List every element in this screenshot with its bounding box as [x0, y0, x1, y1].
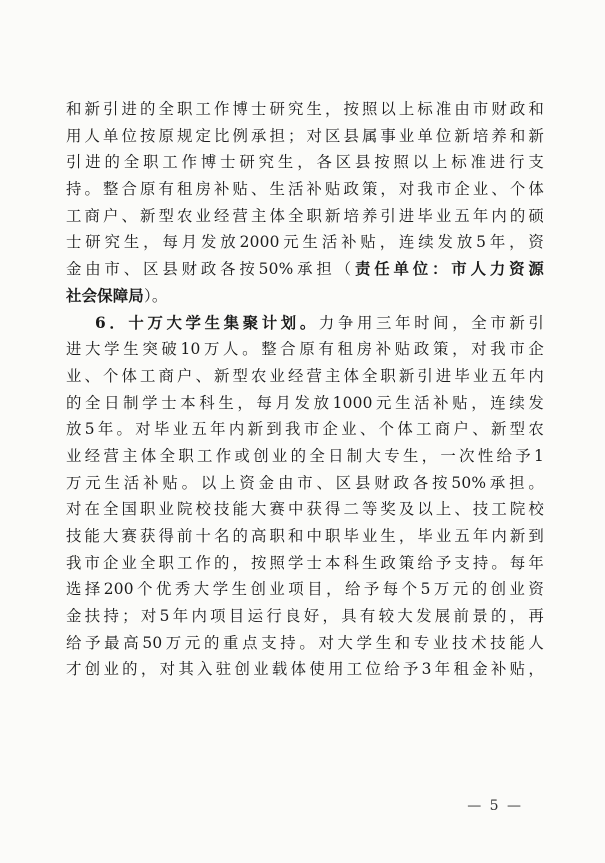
text-line	[66, 496, 544, 523]
text-span: 业经营主体全职工作或创业的全日制大专生，一次性给予1	[66, 446, 544, 465]
text-line	[66, 576, 544, 603]
text-span: 对在全国职业院校技能大赛中获得二等奖及以上、技工院校	[66, 500, 544, 519]
text-span: 技能大赛获得前十名的高职和中职毕业生，毕业五年内新到	[66, 527, 544, 545]
text-span: 力争用三年时间，全市新引	[318, 313, 545, 332]
text-span: 进大学生突破10万人。整合原有租房补贴政策，对我市企	[66, 340, 544, 359]
text-line	[66, 443, 544, 470]
text-span: 金由市、区县财政各按50%承担（	[66, 260, 355, 279]
text-span: 工商户、新型农业经营主体全职新培养引进毕业五年内的硕	[66, 206, 544, 225]
text-span: 用人单位按原规定比例承担；对区县属事业单位新培养和新	[66, 126, 544, 145]
text-span: 和新引进的全职工作博士研究生，按照以上标准由市财政和	[66, 100, 544, 118]
text-span: 业、个体工商户、新型农业经营主体全职新引进毕业五年内	[66, 366, 544, 385]
text-line	[66, 256, 544, 283]
text-span: ）。	[143, 286, 168, 305]
text-line	[66, 363, 544, 390]
text-line	[66, 416, 544, 443]
text-span: 引进的全职工作博士研究生，各区县按照以上标准进行支	[66, 153, 544, 172]
text-line	[66, 96, 544, 123]
text-line	[66, 603, 544, 630]
text-span: 我市企业全职工作的，按照学士本科生政策给予支持。每年	[66, 553, 544, 572]
page-number: — 5 —	[467, 798, 523, 814]
body-text	[66, 96, 544, 683]
text-span: 放5年。对毕业五年内新到我市企业、个体工商户、新型农	[66, 420, 544, 439]
bold-text-span: 社会保障局	[66, 286, 144, 305]
bold-text-span: 责任单位：市人力资源	[354, 260, 544, 279]
text-line	[66, 203, 544, 230]
text-line	[66, 310, 544, 337]
text-span: 士研究生，每月发放2000元生活补贴，连续发放5年，资	[66, 233, 544, 252]
text-span: 持。整合原有租房补贴、生活补贴政策，对我市企业、个体	[66, 180, 544, 199]
text-span: 给予最高50万元的重点支持。对大学生和专业技术技能人	[66, 633, 544, 652]
text-line	[66, 523, 544, 550]
text-span: 金扶持；对5年内项目运行良好，具有较大发展前景的，再	[66, 607, 544, 626]
text-line	[66, 229, 544, 256]
text-span: 选择200个优秀大学生创业项目，给予每个5万元的创业资	[66, 580, 544, 599]
text-line	[66, 336, 544, 363]
bold-text-span: 6．十万大学生集聚计划。	[95, 313, 319, 332]
text-line	[66, 176, 544, 203]
text-line	[66, 630, 544, 657]
text-line	[66, 390, 544, 417]
text-line	[66, 283, 544, 310]
text-line	[66, 149, 544, 176]
text-line	[66, 656, 544, 683]
text-line	[66, 550, 544, 577]
text-line	[66, 123, 544, 150]
text-span: 万元生活补贴。以上资金由市、区县财政各按50%承担。	[66, 473, 544, 492]
text-span: 才创业的，对其入驻创业载体使用工位给予3年租金补贴，	[66, 660, 544, 679]
text-line	[66, 470, 544, 497]
text-span: 的全日制学士本科生，每月发放1000元生活补贴，连续发	[66, 393, 544, 412]
